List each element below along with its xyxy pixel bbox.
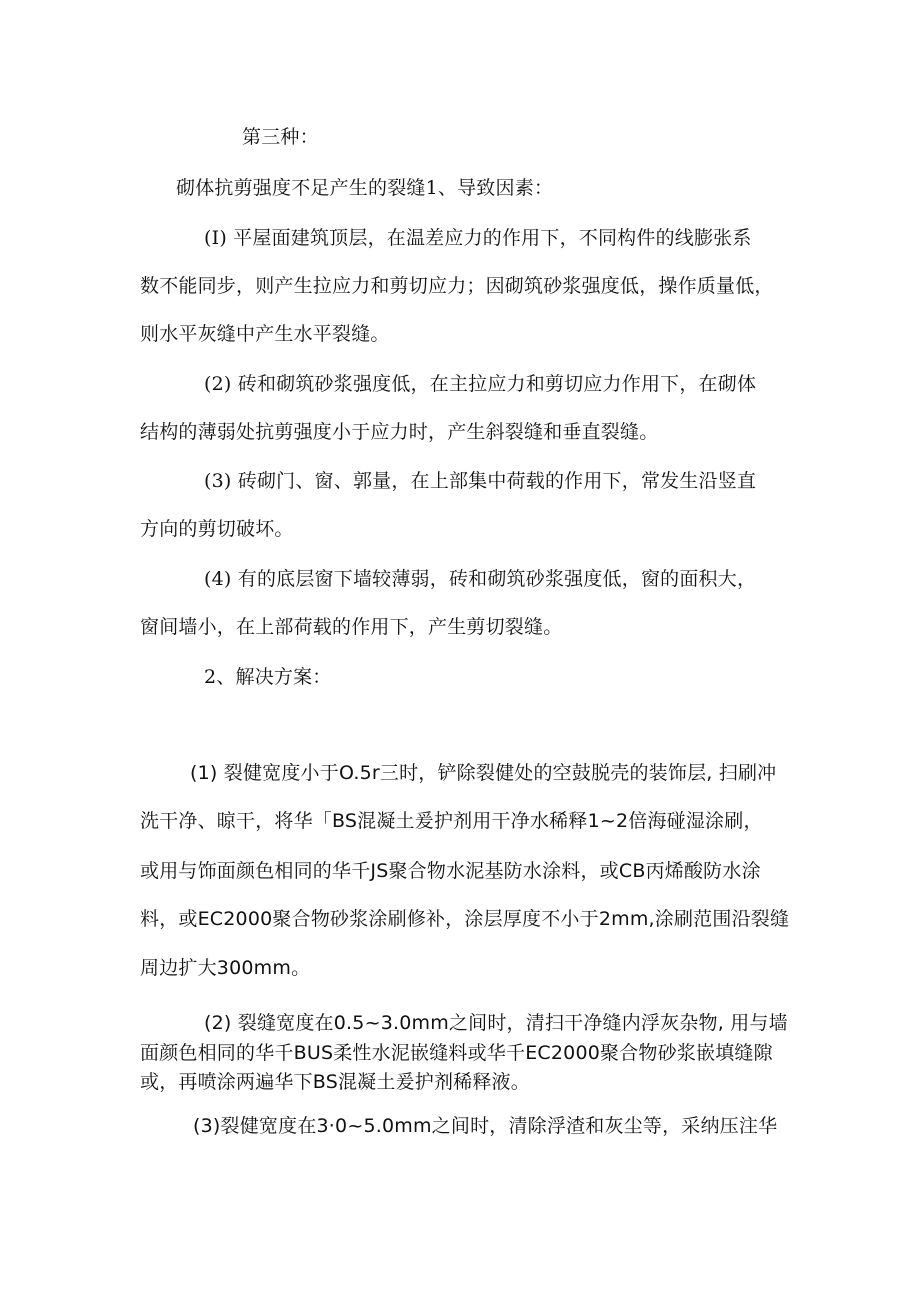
cause-1-line-1: (I) 平屋面建筑顶层，在温差应力的作用下，不同构件的线膨张系 — [204, 227, 752, 249]
solution-2-line-1: (2) 裂缝宽度在0.5~3.0mm之间时，清扫干净缝内浮灰杂物, 用与墙 — [204, 1012, 788, 1034]
solution-1-line-3: 或用与饰面颜色相同的华千JS聚合物水泥基防水涂料，或CB丙烯酸防水涂 — [140, 860, 761, 882]
cause-1-line-3: 则水平灰缝中产生水平裂缝。 — [140, 323, 390, 345]
solution-title: 2、解决方案： — [204, 666, 332, 688]
solution-3-line-1: (3)裂健宽度在3·0~5.0mm之间时，清除浮渣和灰尘等，采纳压注华 — [193, 1115, 778, 1137]
solution-1-line-5: 周边扩大300mm。 — [140, 957, 311, 979]
section-heading: 第三种： — [242, 126, 319, 148]
cause-4-line-2: 窗间墙小，在上部荷载的作用下，产生剪切裂缝。 — [140, 616, 563, 638]
solution-2-line-3: 或，再喷涂两遍华下BS混凝土爰护剂稀释液。 — [140, 1071, 530, 1093]
cause-1-line-2: 数不能同步，则产生拉应力和剪切应力；因砌筑砂浆强度低，操作质量低， — [140, 275, 774, 297]
cause-3-line-1: (3) 砖砌门、窗、郭量，在上部集中荷载的作用下，常发生沿竖直 — [204, 470, 757, 492]
cause-4-line-1: (4) 有的底层窗下墙较薄弱，砖和砌筑砂浆强度低，窗的面积大， — [204, 568, 757, 590]
solution-1-line-4: 料，或EC2000聚合物砂浆涂刷修补，涂层厚度不小于2mm,涂刷范围沿裂缝 — [140, 908, 790, 930]
cause-3-line-2: 方向的剪切破坏。 — [140, 518, 294, 540]
solution-1-line-2: 洗干净、晾干，将华「BS混凝土爰护剂用干净水稀释1~2倍海碰湿涂刷， — [140, 810, 763, 832]
solution-1-line-1: (1) 裂健宽度小于O.5r三时，铲除裂健处的空鼓脱壳的装饰层, 扫刷冲 — [190, 762, 777, 784]
solution-2-line-2: 面颜色相同的华千BUS柔性水泥嵌缝料或华千EC2000聚合物砂浆嵌填缝隙 — [140, 1042, 773, 1064]
section-title: 砌体抗剪强度不足产生的裂缝1、导致因素： — [176, 177, 554, 199]
cause-2-line-2: 结构的薄弱处抗剪强度小于应力时，产生斜裂缝和垂直裂缝。 — [140, 421, 659, 443]
cause-2-line-1: (2) 砖和砌筑砂浆强度低，在主拉应力和剪切应力作用下，在砌体 — [204, 373, 757, 395]
